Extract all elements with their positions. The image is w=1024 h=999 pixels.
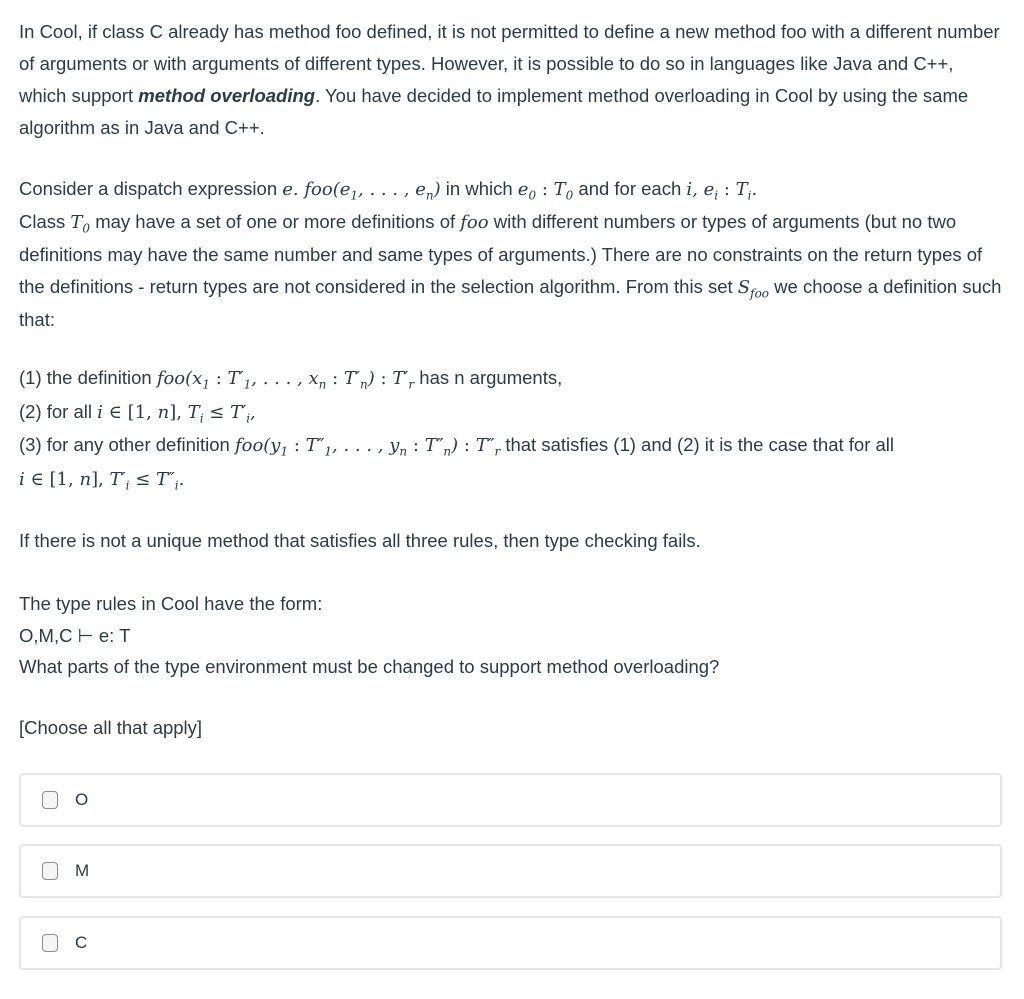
checkbox[interactable] [42, 791, 58, 809]
answer-option-c[interactable] [19, 916, 1002, 970]
question-prompt: What parts of the type environment must be changed to support method overloading? [19, 656, 720, 677]
option-label: C [75, 933, 88, 952]
failure-text: If there is not a unique method that satisfies all three rules, then type checking fails. [19, 530, 701, 551]
method-overloading-term: method overloading [138, 85, 316, 106]
selection-rules: (1) the definition $foo(x_1$ : $T'_1$, . . . , $x_n$ : $T'_n$) : $T'_r$ has n arguments, (2) for all i ∈ [1, n], $T_i \le T'_i$, (3) for any other definition $foo(y_1$ : $T''_1$, . . . , $y_n$ : $T''_n$) : $T''_r$ that satisfies (1) and (2) it is the case that for all i ∈ [1, n], $T'_i \le T''_i$. [19, 367, 894, 493]
checkbox[interactable] [42, 862, 58, 880]
choose-instruction: [Choose all that apply] [19, 717, 203, 738]
ei-type: i, $e_i$ : $T_i$. [686, 179, 758, 203]
intro-text-end: . You have decided to implement method overloading in Cool by using the same algorithm as in Java and C++. [19, 85, 969, 138]
intro-paragraph [19, 16, 1004, 144]
type-rules-paragraph [19, 588, 719, 683]
rule2-condition: i ∈ [1, n], $T_i \le T'_i$, [97, 401, 256, 426]
rule3-condition: i ∈ [1, n], $T'_i \le T''_i$. [19, 468, 185, 493]
s-foo-set: $S_{foo}$ [737, 277, 770, 301]
intro-text: In Cool, if class C already has method foo defined, it is not permitted to define a new method foo with a different number of arguments or with arguments of different types. However, it is possible to do so in languages like Java and C++, which support [19, 21, 1000, 106]
type-judgment: O,M,C ⊢ e: T [19, 624, 131, 646]
e0-type: $e_0$ : $T_0$ [517, 179, 574, 203]
answer-option-m[interactable] [19, 844, 1002, 898]
type-rules-intro: The type rules in Cool have the form: [19, 593, 323, 614]
rule3-signature: $foo(y_1$ : $T''_1$, . . . , $y_n$ : $T''_n$) : $T''_r$ [234, 435, 501, 459]
answer-option-o[interactable] [19, 773, 1002, 827]
option-label: M [75, 861, 90, 880]
rule1-signature: $foo(x_1$ : $T'_1$, . . . , $x_n$ : $T'_n$) : $T'_r$ [156, 368, 415, 392]
dispatch-paragraph: Consider a dispatch expression e. $foo(e_1$, . . . , $e_n$) in which $e_0$ : $T_0$ and for each i, $e_i$ : $T_i$. Class $T_0$ may have a set of one or more definitions of foo with different numbers or types of arguments (but no two definitions may have the same number and same types of arguments.) There are no constraints on the return types of the definitions - return types are not considered in the selection algorithm. From this set $S_{foo}$ we choose a definition such that: [19, 178, 1002, 330]
dispatch-expression: e. $foo(e_1$, . . . , $e_n$) [282, 179, 441, 203]
option-label: O [75, 790, 89, 809]
checkbox[interactable] [42, 934, 58, 952]
